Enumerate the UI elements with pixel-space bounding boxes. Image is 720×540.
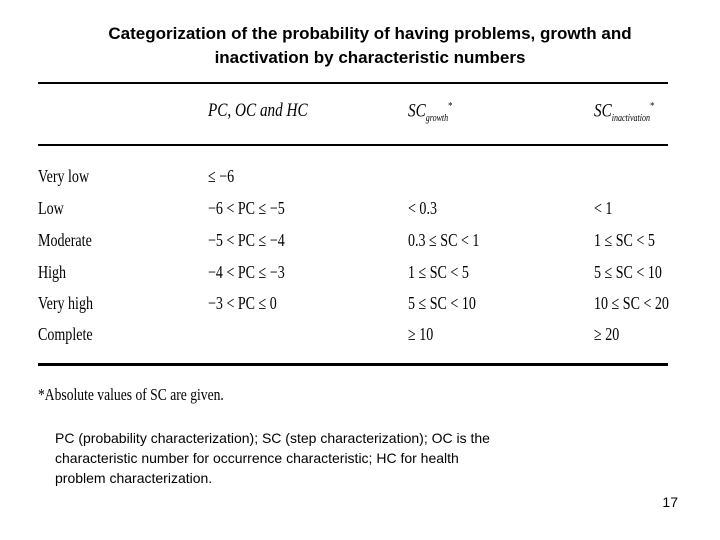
header-sc-growth-base: SC xyxy=(408,100,426,122)
header-sc-inactivation xyxy=(594,100,654,124)
table-row xyxy=(38,262,668,286)
table-row xyxy=(38,198,668,222)
row-pc-range: −3 < PC ≤ 0 xyxy=(208,293,277,313)
title-line-2: inactivation by characteristic numbers xyxy=(214,48,526,67)
header-sc-inactivation-sub: inactivation xyxy=(611,113,650,125)
row-inactivation-range: 10 ≤ SC < 20 xyxy=(594,293,669,313)
row-category: Very high xyxy=(38,293,93,313)
table-footnote: *Absolute values of SC are given. xyxy=(38,385,224,404)
note-line-3: problem characterization. xyxy=(55,470,213,486)
row-pc-range: −4 < PC ≤ −3 xyxy=(208,262,285,282)
header-sc-inactivation-base: SC xyxy=(594,100,612,122)
row-pc-range: −5 < PC ≤ −4 xyxy=(208,230,285,250)
row-category: High xyxy=(38,262,67,282)
header-sc-growth xyxy=(408,100,453,124)
table-row xyxy=(38,293,668,317)
row-growth-range: 0.3 ≤ SC < 1 xyxy=(408,230,480,250)
row-growth-range: 5 ≤ SC < 10 xyxy=(408,293,476,313)
row-pc-range: ≤ −6 xyxy=(208,166,235,186)
table-top-rule xyxy=(38,82,668,84)
row-growth-range: ≥ 10 xyxy=(408,324,434,344)
header-pc-oc-hc: PC, OC and HC xyxy=(208,100,308,121)
table-row xyxy=(38,324,668,348)
abbreviations-note xyxy=(55,428,655,488)
row-category: Low xyxy=(38,198,64,218)
table-row xyxy=(38,230,668,254)
row-pc-range: −6 < PC ≤ −5 xyxy=(208,198,285,218)
slide-title xyxy=(40,22,700,70)
row-inactivation-range: 5 ≤ SC < 10 xyxy=(594,262,662,282)
categorization-table xyxy=(38,82,668,412)
row-growth-range: 1 ≤ SC < 5 xyxy=(408,262,469,282)
row-category: Very low xyxy=(38,166,90,186)
row-inactivation-range: ≥ 20 xyxy=(594,324,620,344)
header-sc-inactivation-mark: * xyxy=(649,100,655,112)
title-line-1: Categorization of the probability of having problems, growth and xyxy=(108,24,632,43)
row-category: Complete xyxy=(38,324,93,344)
row-category: Moderate xyxy=(38,230,92,250)
header-sc-growth-mark: * xyxy=(448,100,453,112)
note-line-1: PC (probability characterization); SC (step characterization); OC is the xyxy=(55,430,490,446)
table-row xyxy=(38,166,668,190)
page-number: 17 xyxy=(662,494,678,510)
table-bottom-rule xyxy=(38,363,668,366)
table-header-rule xyxy=(38,144,668,146)
row-inactivation-range: < 1 xyxy=(594,198,613,218)
header-sc-growth-sub: growth xyxy=(425,113,449,125)
row-growth-range: < 0.3 xyxy=(408,198,437,218)
row-inactivation-range: 1 ≤ SC < 5 xyxy=(594,230,655,250)
note-line-2: characteristic number for occurrence characteristic; HC for health xyxy=(55,450,459,466)
